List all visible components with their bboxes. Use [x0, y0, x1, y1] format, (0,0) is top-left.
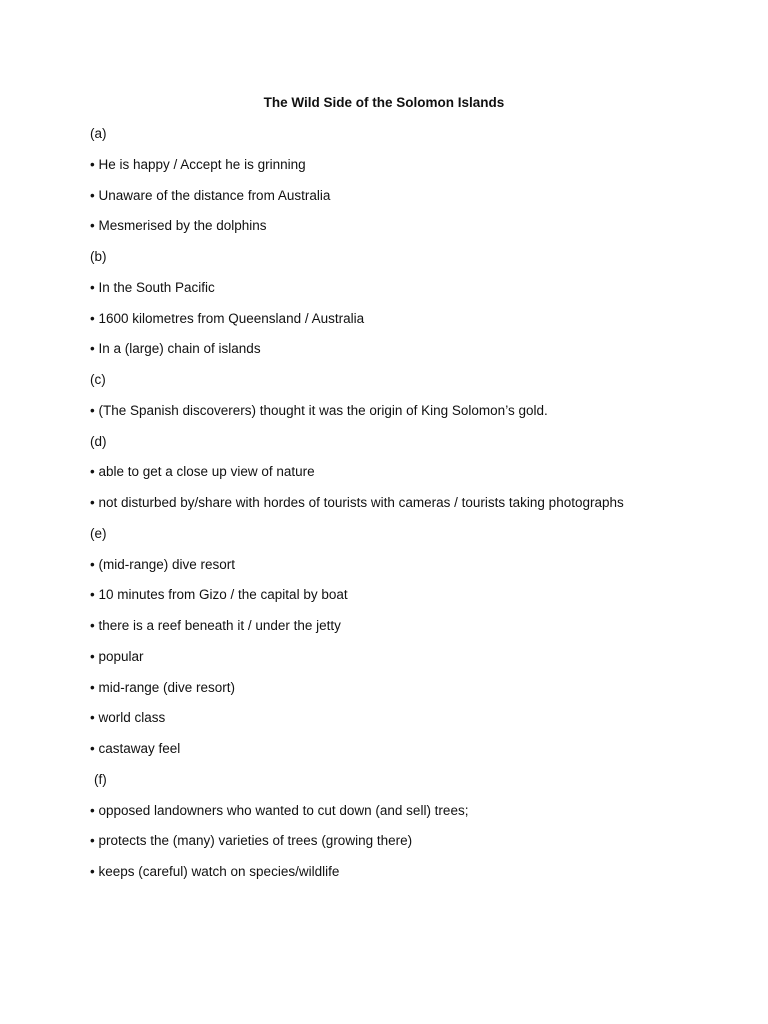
section-label: (d)	[90, 433, 107, 449]
answer-line: • He is happy / Accept he is grinning	[90, 156, 306, 172]
answer-line: • opposed landowners who wanted to cut down (and sell) trees;	[90, 802, 469, 818]
answer-line: • there is a reef beneath it / under the jetty	[90, 618, 341, 633]
answer-line: • (The Spanish discoverers) thought it was the origin of King Solomon’s gold.	[90, 402, 548, 418]
answer-line: • world class	[90, 710, 166, 726]
document-title: The Wild Side of the Solomon Islands	[263, 95, 505, 110]
answer-line: • 1600 kilometres from Queensland / Australia	[90, 310, 365, 326]
answer-line: • 10 minutes from Gizo / the capital by boat	[90, 587, 348, 603]
answer-line: • Unaware of the distance from Australia	[90, 187, 331, 203]
section-label: (e)	[90, 525, 107, 541]
answer-line: • able to get a close up view of nature	[90, 464, 315, 480]
answer-line: • keeps (careful) watch on species/wildlife	[90, 864, 340, 879]
answer-list	[90, 125, 748, 894]
answer-line: • popular	[90, 648, 144, 664]
answer-line: • In a (large) chain of islands	[90, 341, 261, 357]
answer-line: • not disturbed by/share with hordes of tourists with cameras / tourists taking photographs	[90, 495, 624, 510]
answer-line: • In the South Pacific	[90, 279, 215, 295]
answer-line: • castaway feel	[90, 741, 181, 756]
answer-line: • protects the (many) varieties of trees (growing there)	[90, 833, 413, 849]
answer-line: • Mesmerised by the dolphins	[90, 218, 267, 234]
section-label: (b)	[90, 249, 107, 264]
section-label: (a)	[90, 126, 107, 141]
section-label: (c)	[90, 372, 106, 387]
answer-line: • (mid-range) dive resort	[90, 556, 236, 572]
section-label: (f)	[94, 771, 107, 787]
answer-line: • mid-range (dive resort)	[90, 679, 236, 695]
